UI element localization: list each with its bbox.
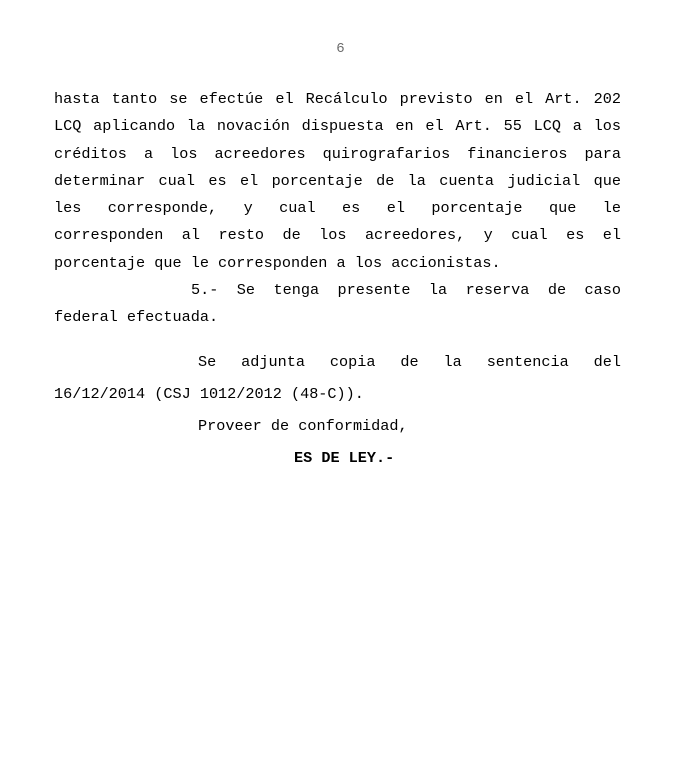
point-5-continuation: federal efectuada. xyxy=(54,308,219,327)
attachment-date-line: 16/12/2014 (CSJ 1012/2012 (48-C)). xyxy=(54,384,364,403)
text-line-2: LCQ aplicando la novación dispuesta en el Art. 55 LCQ a los xyxy=(54,117,621,136)
text-line-1: hasta tanto se efectúe el Recálculo previsto en el Art. 202 xyxy=(54,90,621,108)
point-5-line: 5.- Se tenga presente la reserva de caso xyxy=(191,281,621,300)
page-number: 6 xyxy=(336,41,345,57)
closing-request: Proveer de conformidad, xyxy=(198,416,408,435)
text-line-4: determinar cual es el porcentaje de la cuenta judicial que xyxy=(54,171,621,190)
text-line-3: créditos a los acreedores quirografarios financieros para xyxy=(54,144,621,163)
text-line-5: les corresponde, y cual es el porcentaje que le xyxy=(54,199,621,218)
text-line-7: porcentaje que le corresponden a los accionistas. xyxy=(54,253,501,272)
attachment-line: Se adjunta copia de la sentencia del xyxy=(198,352,621,371)
paragraph-gap xyxy=(54,332,621,346)
document-body xyxy=(54,86,621,474)
text-line-6: corresponden al resto de los acreedores, y cual es el xyxy=(54,226,621,245)
closing-formula: ES DE LEY.- xyxy=(294,448,395,467)
